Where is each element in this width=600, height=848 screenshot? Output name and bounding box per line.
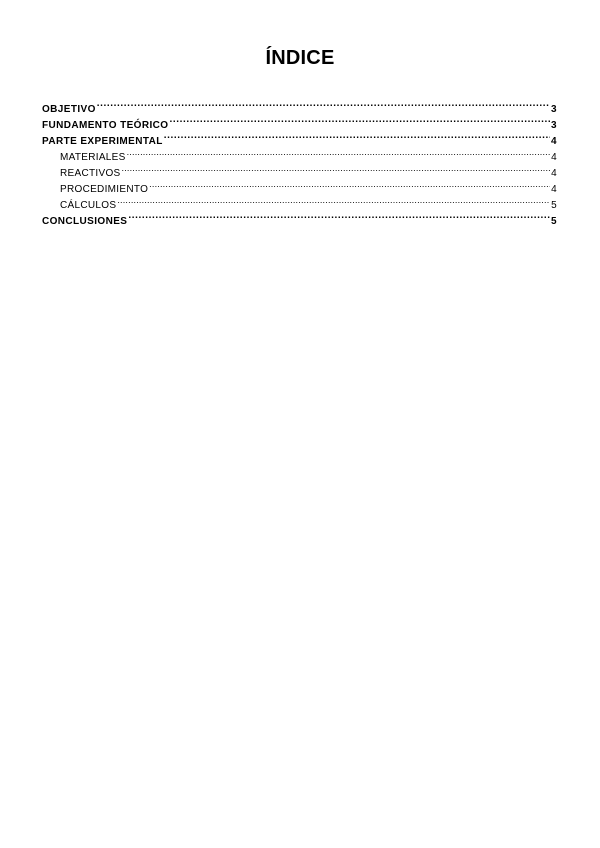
page-title: ÍNDICE [265,47,335,69]
toc-page-number: 5 [551,200,557,211]
toc-page-number: 5 [551,216,557,227]
toc-entry-calculos[interactable] [42,192,557,211]
toc-page-number: 4 [551,152,557,163]
toc-dot-leader [127,144,551,160]
toc-page-number: 4 [551,136,557,147]
toc-entry-label: CÁLCULOS [60,200,117,211]
toc-entry-conclusiones[interactable] [42,208,557,227]
toc-entry-label: FUNDAMENTO TEÓRICO [42,120,169,131]
toc-dot-leader [122,160,551,176]
toc-dot-leader [128,208,550,224]
toc-entry-label: PARTE EXPERIMENTAL [42,136,163,147]
table-of-contents [42,96,557,227]
toc-dot-leader [164,128,550,144]
toc-dot-leader [97,96,550,112]
toc-dot-leader [149,176,550,192]
toc-entry-objetivo[interactable] [42,96,557,115]
toc-entry-label: PROCEDIMIENTO [60,184,149,195]
toc-dot-leader [117,192,550,208]
toc-page-number: 3 [551,120,557,131]
toc-page-number: 3 [551,104,557,115]
toc-page-number: 4 [551,184,557,195]
toc-entry-label: MATERIALES [60,152,126,163]
toc-entry-label: CONCLUSIONES [42,216,128,227]
toc-entry-label: OBJETIVO [42,104,96,115]
toc-page-number: 4 [551,168,557,179]
toc-entry-fundamento-teorico[interactable] [42,112,557,131]
toc-dot-leader [169,112,550,128]
toc-entry-label: REACTIVOS [60,168,121,179]
